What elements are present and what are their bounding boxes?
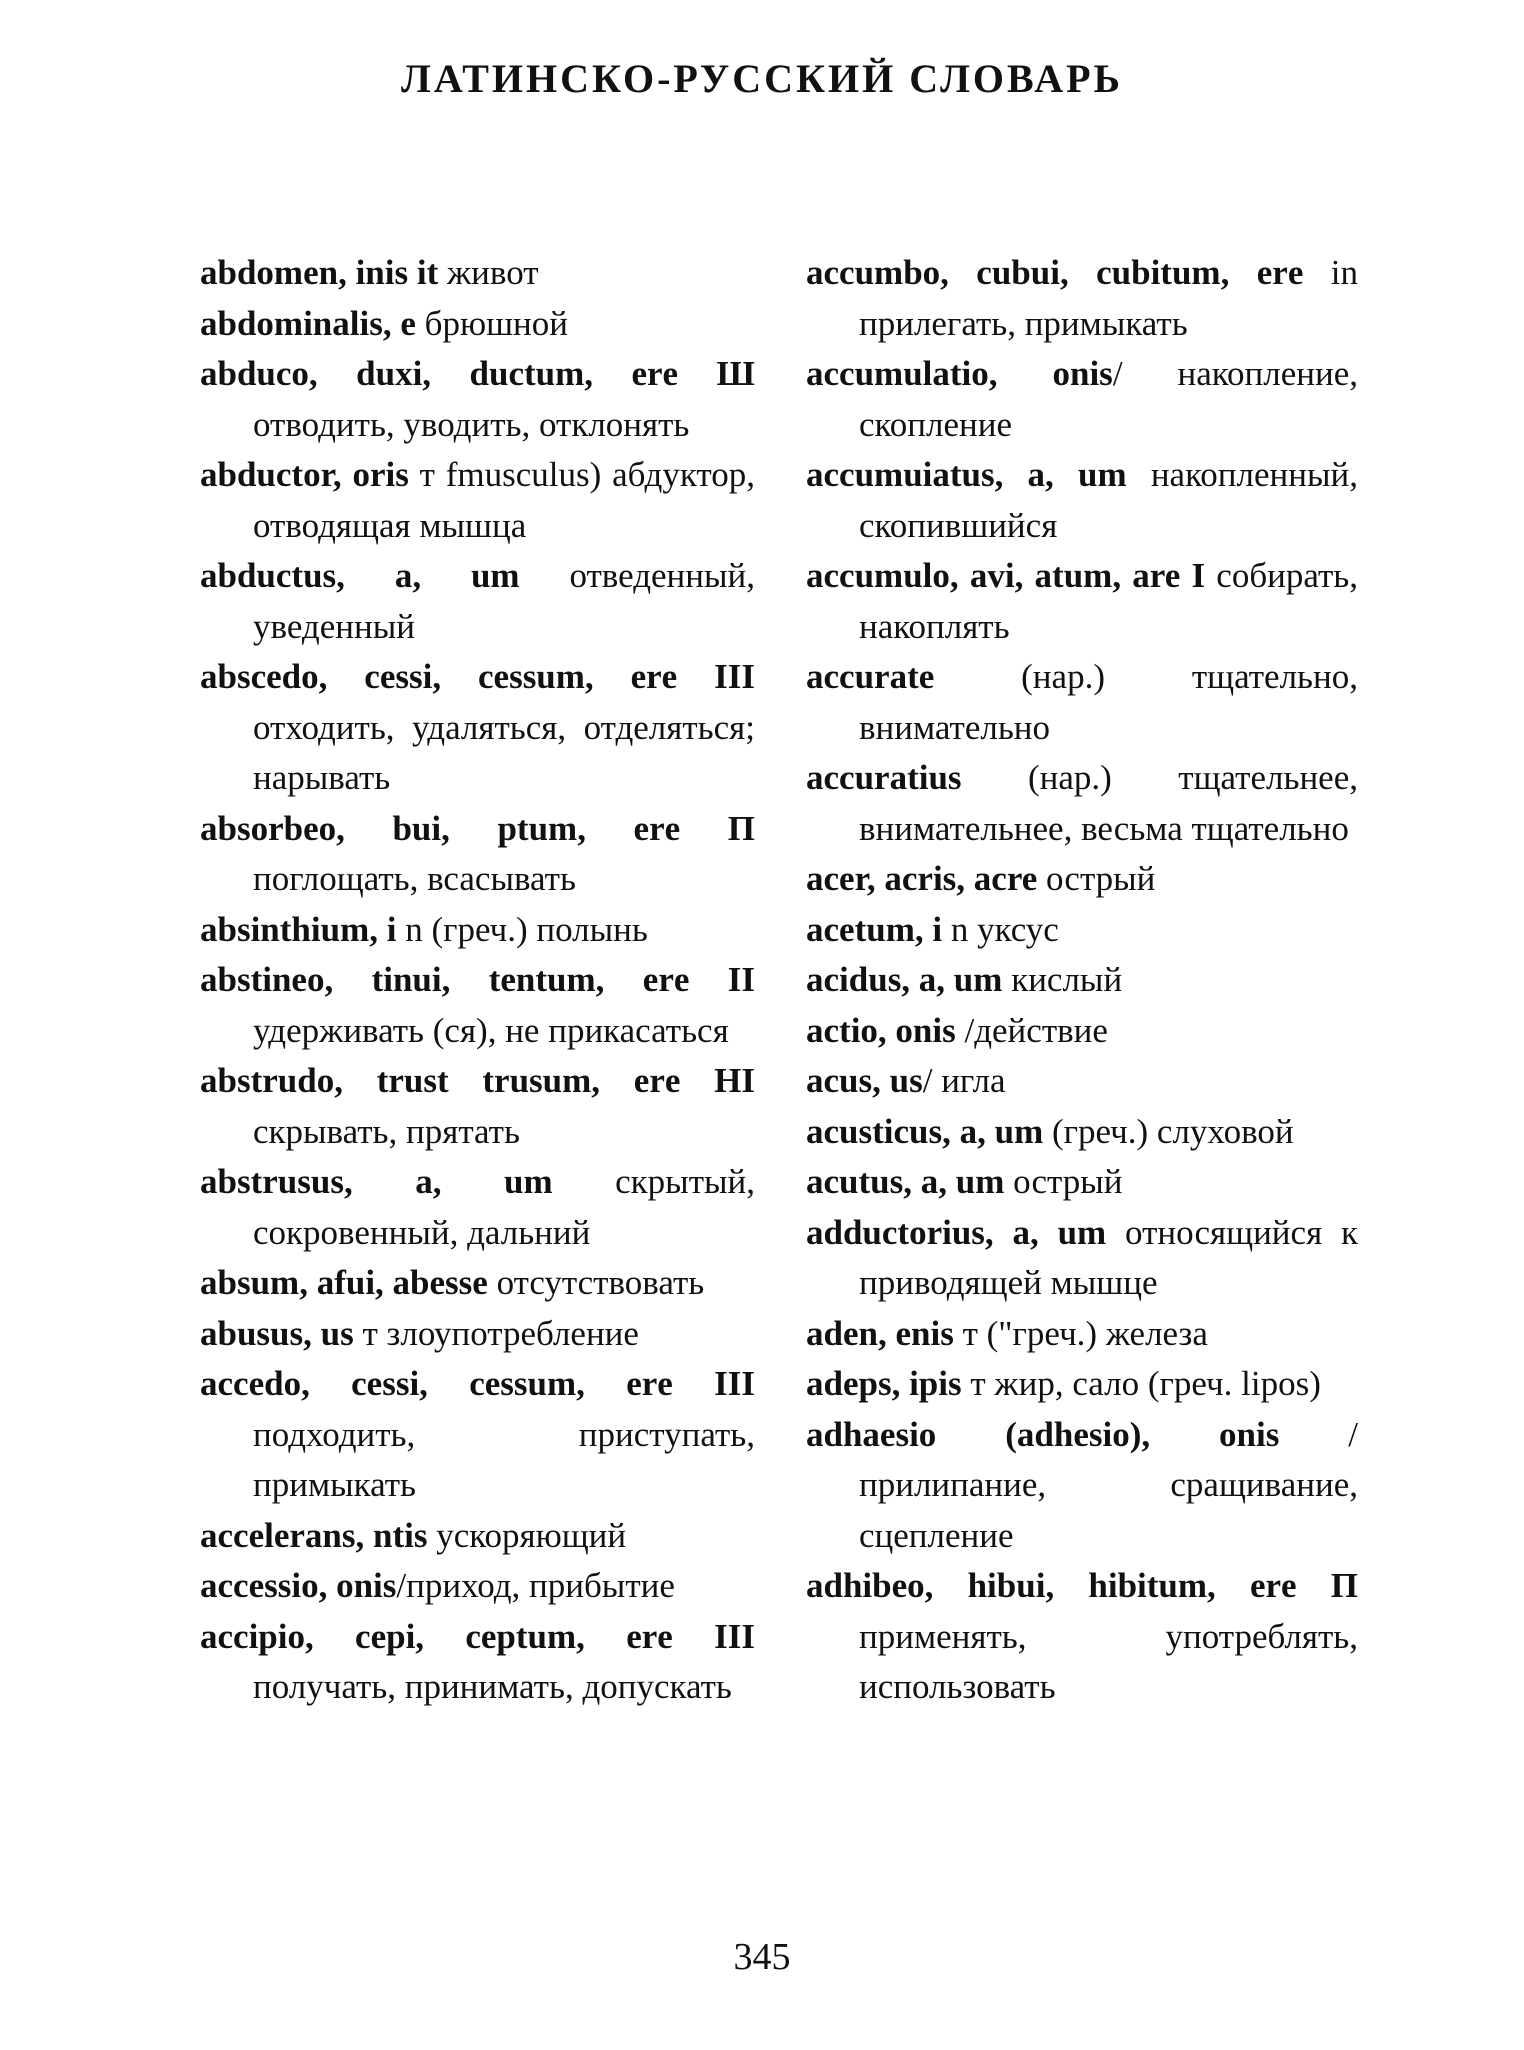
entry-definition: живот (438, 253, 539, 292)
entry-definition: / накопление, скопление (859, 354, 1358, 444)
entry-headword: acidus, a, um (806, 960, 1003, 999)
dictionary-entry (806, 1157, 1358, 1208)
entry-headword: accelerans, ntis (200, 1515, 428, 1555)
entry-headword: abstrusus, a, um (200, 1162, 553, 1201)
dictionary-entry (806, 1056, 1358, 1107)
page-number: 345 (733, 1936, 791, 1978)
entry-headword: absinthium, i (200, 909, 397, 949)
entry-headword: accuratius (806, 758, 962, 797)
dictionary-entry (200, 1056, 755, 1157)
entry-definition: т жир, сало (греч. lipos) (961, 1364, 1321, 1403)
entry-definition: удерживать (ся), не прикасаться (253, 1010, 729, 1050)
entry-headword: accumulo, avi, atum, are I (806, 556, 1206, 595)
entry-definition: отходить, удаляться, отделяться; нарывать (253, 707, 755, 797)
dictionary-entry (806, 1208, 1358, 1309)
entry-definition: /приход, прибытие (396, 1566, 675, 1605)
entry-definition: накопленный, скопившийся (859, 455, 1358, 545)
entry-headword: acus, us (806, 1061, 923, 1100)
dictionary-entry (200, 551, 755, 652)
entry-headword: abductor, oris (200, 455, 409, 494)
entry-headword: accedo, cessi, cessum, еrе III (200, 1364, 755, 1403)
entry-headword: accumbo, cubui, cubitum, еrе (806, 253, 1304, 292)
dictionary-entry (806, 955, 1358, 1006)
entry-definition: отводить, уводить, отклонять (253, 404, 690, 444)
entry-definition: отсутствовать (487, 1263, 705, 1302)
entry-definition: т злоупотребление (353, 1313, 639, 1353)
dictionary-entry (200, 349, 755, 450)
dictionary-entry (806, 450, 1358, 551)
entry-headword: absorbeo, bui, ptum, еrе П (200, 808, 755, 848)
dictionary-entry (806, 1107, 1358, 1158)
entry-headword: abusus, us (200, 1313, 354, 1353)
dictionary-entry (200, 1511, 755, 1562)
page-title: ЛАТИНСКО-РУССКИЙ СЛОВАРЬ (401, 56, 1123, 101)
entry-headword: abstrudo, trust trusum, еrе HI (200, 1061, 755, 1100)
entry-headword: acetum, i (806, 909, 943, 949)
entry-headword: abdominalis, е (200, 303, 416, 343)
entry-definition: (нар.) тщательнее, внимательнее, весьма тщательно (859, 758, 1358, 848)
entry-definition: (нар.) тщательно, внимательно (859, 657, 1358, 747)
entry-definition: / прилипание, сращивание, сцепление (859, 1414, 1358, 1555)
entry-definition: скрывать, прятать (253, 1111, 520, 1151)
left-column (200, 248, 755, 1713)
entry-headword: abdomen, inis it (200, 253, 439, 292)
entry-headword: acutus, a, um (806, 1162, 1005, 1201)
entry-headword: adductorius, a, um (806, 1212, 1107, 1252)
dictionary-entry (200, 1309, 755, 1360)
dictionary-entry (806, 1410, 1358, 1562)
entry-definition: отведенный, уведенный (253, 556, 755, 646)
entry-headword: accipio, cepi, ceptum, еrе III (200, 1616, 755, 1656)
entry-definition: in прилегать, примыкать (859, 253, 1358, 343)
entry-definition: скрытый, сокровенный, дальний (253, 1162, 755, 1252)
entry-headword: accumulatio, onis (806, 354, 1113, 393)
entry-definition: поглощать, всасывать (253, 859, 576, 898)
entry-definition: брюшной (415, 303, 569, 343)
dictionary-entry (200, 1157, 755, 1258)
dictionary-entry (200, 299, 755, 350)
entry-definition: ускоряющий (427, 1515, 627, 1555)
dictionary-entry (200, 804, 755, 905)
entry-headword: abscedo, cessi, cessum, еrе III (200, 657, 755, 696)
dictionary-entry (806, 652, 1358, 753)
entry-definition: острый (1004, 1162, 1123, 1201)
dictionary-entry (806, 1006, 1358, 1057)
dictionary-entry (200, 652, 755, 804)
dictionary-entry (200, 1359, 755, 1511)
dictionary-entry (806, 1359, 1358, 1410)
entry-headword: adhibeo, hibui, hibitum, еrе П (806, 1566, 1358, 1605)
entry-headword: acusticus, a, um (806, 1111, 1044, 1151)
dictionary-entry (806, 753, 1358, 854)
right-column (806, 248, 1358, 1713)
entry-definition: кислый (1002, 960, 1123, 999)
entry-headword: accessio, onis (200, 1566, 397, 1605)
entry-headword: accumuiatus, a, um (806, 455, 1127, 494)
entry-definition: относящийся к приводящей мышце (859, 1212, 1358, 1302)
dictionary-entry (806, 905, 1358, 956)
dictionary-entry (806, 1561, 1358, 1713)
dictionary-entry (806, 349, 1358, 450)
entry-definition: собирать, накоплять (859, 556, 1358, 646)
dictionary-entry (806, 248, 1358, 349)
entry-headword: adeps, ipis (806, 1364, 962, 1403)
entry-definition: n (греч.) полынь (396, 909, 648, 949)
entry-definition: получать, принимать, допускать (253, 1667, 732, 1706)
dictionary-entry (200, 955, 755, 1056)
entry-headword: aden, enis (806, 1313, 954, 1353)
entry-definition: подходить, приступать, примыкать (253, 1414, 755, 1504)
entry-headword: accurate (806, 657, 935, 696)
entry-definition: острый (1037, 859, 1156, 898)
dictionary-entry (200, 1561, 755, 1612)
dictionary-entry (200, 905, 755, 956)
entry-headword: adhaesio (adhesio), onis (806, 1414, 1280, 1454)
entry-headword: abduco, duxi, ductum, еrе Ш (200, 354, 755, 393)
entry-definition: т fmusculus) абдуктор, отводящая мышца (253, 455, 755, 545)
dictionary-entry (200, 1258, 755, 1309)
entry-headword: acer, acris, acre (806, 859, 1038, 898)
entry-definition: (греч.) слуховой (1043, 1111, 1294, 1151)
entry-definition: /действие (955, 1010, 1108, 1050)
entry-headword: abductus, a, um (200, 556, 520, 595)
entry-definition: n уксус (942, 909, 1059, 949)
entry-definition: т ("греч.) железа (953, 1313, 1208, 1353)
entry-definition: применять, употреблять, использовать (859, 1616, 1358, 1706)
entry-definition: / игла (922, 1061, 1006, 1100)
dictionary-entry (806, 551, 1358, 652)
entry-headword: abstineo, tinui, tentum, еrе II (200, 960, 755, 999)
dictionary-entry (806, 854, 1358, 905)
dictionary-entry (806, 1309, 1358, 1360)
entry-headword: absum, afui, abesse (200, 1263, 488, 1302)
dictionary-entry (200, 450, 755, 551)
dictionary-entry (200, 1612, 755, 1713)
dictionary-entry (200, 248, 755, 299)
entry-headword: actio, onis (806, 1010, 956, 1050)
